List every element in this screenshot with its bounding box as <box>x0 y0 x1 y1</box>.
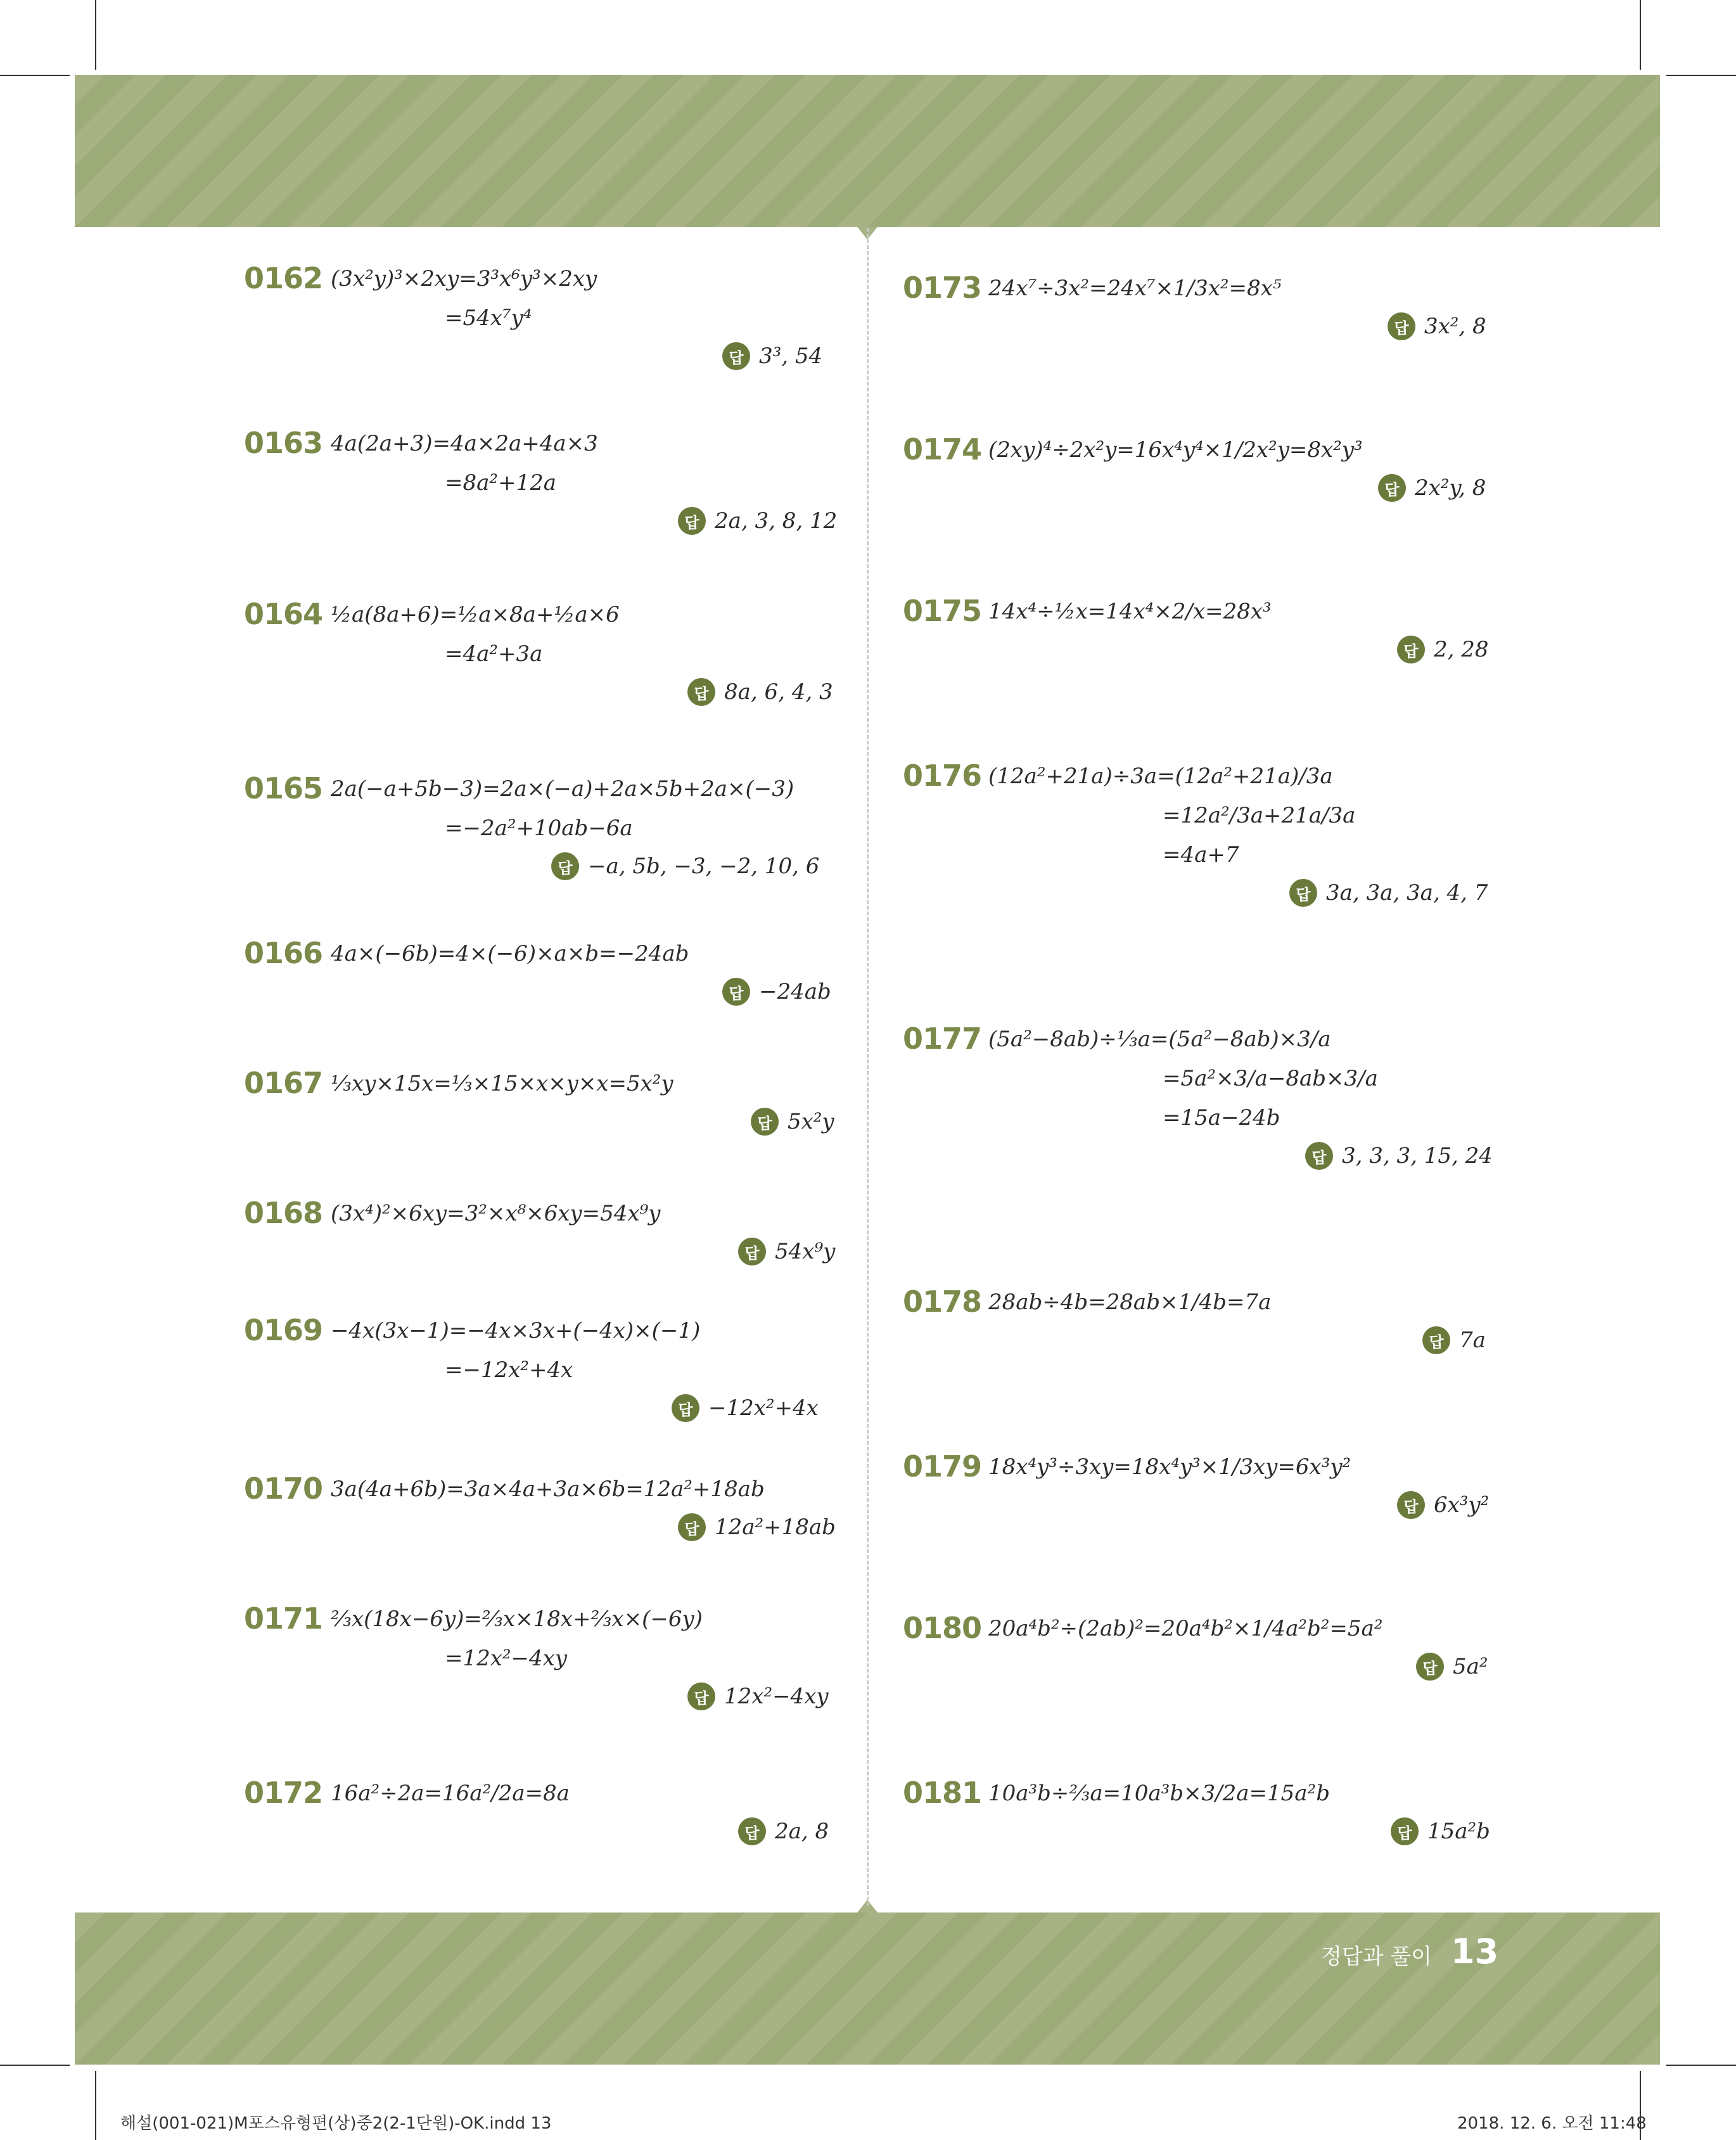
problem-number: 0174 <box>903 432 982 466</box>
answer-badge-icon: 답 <box>551 852 579 880</box>
page-number: 13 <box>1451 1932 1499 1971</box>
answer-badge-icon: 답 <box>722 978 750 1006</box>
crop-mark <box>1666 2065 1736 2066</box>
solution-line: 4a×(−6b)=4×(−6)×a×b=−24ab <box>331 941 689 966</box>
answer-text: 54x⁹y <box>775 1239 836 1264</box>
answer-badge-icon: 답 <box>687 1682 715 1710</box>
solution-line: ½a(8a+6)=½a×8a+½a×6 <box>331 602 620 627</box>
answer-badge-icon: 답 <box>1378 474 1406 502</box>
solution-line: (3x⁴)²×6xy=3²×x⁸×6xy=54x⁹y <box>331 1201 661 1226</box>
answer-text: 3, 3, 3, 15, 24 <box>1342 1143 1493 1169</box>
solution-line: −4x(3x−1)=−4x×3x+(−4x)×(−1) <box>331 1318 701 1343</box>
solution-line: (5a²−8ab)÷⅓a=(5a²−8ab)×3/a <box>988 1027 1331 1052</box>
header-band <box>75 75 1660 227</box>
solution-line: (3x²y)³×2xy=3³x⁶y³×2xy <box>331 266 597 292</box>
answer-text: −12x²+4x <box>708 1395 819 1421</box>
answer-badge-icon: 답 <box>687 678 715 706</box>
answer-badge-icon: 답 <box>1397 1491 1425 1519</box>
answer-text: 12x²−4xy <box>724 1684 829 1709</box>
problem-number: 0173 <box>903 271 982 305</box>
problem-number: 0164 <box>244 597 323 631</box>
crop-mark <box>1666 75 1736 76</box>
solution-line: 20a⁴b²÷(2ab)²=20a⁴b²×1/4a²b²=5a² <box>988 1616 1383 1641</box>
answer <box>1397 1491 1489 1519</box>
problem-number: 0167 <box>244 1066 323 1100</box>
answer-text: 5x²y <box>788 1109 834 1134</box>
crop-mark <box>1640 0 1641 70</box>
answer-badge-icon: 답 <box>1305 1142 1333 1170</box>
solution-line: =4a+7 <box>1163 842 1239 868</box>
answer <box>551 852 819 880</box>
answer-badge-icon: 답 <box>1422 1326 1450 1354</box>
answer <box>1289 879 1488 907</box>
answer-badge-icon: 답 <box>738 1817 766 1845</box>
solution-line: =5a²×3/a−8ab×3/a <box>1163 1066 1378 1091</box>
answer <box>678 1513 836 1541</box>
problem-number: 0170 <box>244 1471 323 1506</box>
answer-badge-icon: 답 <box>678 1513 706 1541</box>
solution-line: =−12x²+4x <box>445 1357 573 1383</box>
solution-line: 16a²÷2a=16a²/2a=8a <box>331 1781 570 1806</box>
problem-number: 0165 <box>244 771 323 805</box>
problem-number: 0162 <box>244 261 323 295</box>
answer-text: 3a, 3a, 3a, 4, 7 <box>1326 880 1488 906</box>
problem-number: 0179 <box>903 1449 982 1483</box>
answer <box>738 1817 829 1845</box>
crop-mark <box>0 2065 70 2066</box>
answer-badge-icon: 답 <box>751 1108 779 1136</box>
solution-line: 4a(2a+3)=4a×2a+4a×3 <box>331 431 598 456</box>
answer-badge-icon: 답 <box>1397 636 1425 663</box>
answer <box>678 507 837 535</box>
solution-line: =54x⁷y⁴ <box>445 305 532 331</box>
solution-line: 24x⁷÷3x²=24x⁷×1/3x²=8x⁵ <box>988 276 1282 301</box>
answer-text: 5a² <box>1453 1654 1488 1679</box>
answer <box>1391 1817 1490 1845</box>
solution-line: =12x²−4xy <box>445 1646 568 1671</box>
problem-number: 0178 <box>903 1285 982 1319</box>
answer-badge-icon: 답 <box>1388 312 1415 340</box>
crop-mark <box>95 0 96 70</box>
problem-number: 0177 <box>903 1022 982 1056</box>
answer-badge-icon: 답 <box>1391 1817 1419 1845</box>
solution-line: ⅓xy×15x=⅓×15×x×y×x=5x²y <box>331 1071 673 1096</box>
solution-line: ⅔x(18x−6y)=⅔x×18x+⅔x×(−6y) <box>331 1606 703 1632</box>
footer-label: 정답과 풀이 <box>1321 1944 1433 1970</box>
solution-line: =4a²+3a <box>445 641 543 667</box>
problem-number: 0169 <box>244 1313 323 1347</box>
answer-badge-icon: 답 <box>678 507 706 535</box>
answer <box>1422 1326 1486 1354</box>
answer <box>672 1394 819 1422</box>
answer-badge-icon: 답 <box>722 342 750 370</box>
slug-filename: 해설(001-021)M포스유형편(상)중2(2-1단원)-OK.indd 13 <box>120 2114 552 2133</box>
answer-text: 12a²+18ab <box>715 1515 836 1540</box>
answer-badge-icon: 답 <box>1416 1653 1444 1681</box>
problem-number: 0180 <box>903 1611 982 1645</box>
answer <box>687 678 833 706</box>
problem-number: 0166 <box>244 936 323 970</box>
problem-number: 0171 <box>244 1601 323 1636</box>
problem-number: 0175 <box>903 594 982 628</box>
solution-line: =8a²+12a <box>445 470 557 496</box>
answer <box>1378 474 1486 502</box>
column-divider <box>867 228 869 1906</box>
answer-text: 3x², 8 <box>1424 314 1486 339</box>
crop-mark <box>95 2071 96 2140</box>
solution-line: (12a²+21a)÷3a=(12a²+21a)/3a <box>988 764 1333 789</box>
slug-timestamp: 2018. 12. 6. 오전 11:48 <box>1457 2114 1647 2133</box>
problem-number: 0163 <box>244 426 323 460</box>
problem-number: 0176 <box>903 759 982 793</box>
answer-text: 6x³y² <box>1434 1492 1490 1518</box>
answer-text: 8a, 6, 4, 3 <box>724 679 833 705</box>
answer-text: −a, 5b, −3, −2, 10, 6 <box>588 854 820 879</box>
answer-badge-icon: 답 <box>1289 879 1317 907</box>
problem-number: 0168 <box>244 1196 323 1230</box>
answer-badge-icon: 답 <box>738 1238 766 1265</box>
solution-line: 14x⁴÷½x=14x⁴×2/x=28x³ <box>988 599 1272 624</box>
answer <box>722 978 831 1006</box>
answer <box>1416 1653 1488 1681</box>
solution-line: 18x⁴y³÷3xy=18x⁴y³×1/3xy=6x³y² <box>988 1454 1351 1480</box>
answer-text: 2a, 3, 8, 12 <box>715 508 838 534</box>
answer <box>1397 636 1489 663</box>
solution-line: 2a(−a+5b−3)=2a×(−a)+2a×5b+2a×(−3) <box>331 776 795 802</box>
footer-band <box>75 1913 1660 2065</box>
answer-text: 7a <box>1459 1328 1486 1353</box>
answer-text: 2a, 8 <box>775 1819 829 1844</box>
answer-text: 3³, 54 <box>759 343 823 369</box>
answer <box>1388 312 1486 340</box>
answer-text: −24ab <box>759 979 831 1004</box>
solution-line: =−2a²+10ab−6a <box>445 816 633 841</box>
answer <box>751 1108 834 1136</box>
solution-line: 10a³b÷⅔a=10a³b×3/2a=15a²b <box>988 1781 1330 1806</box>
answer <box>687 1682 829 1710</box>
crop-mark <box>0 75 70 76</box>
solution-line: 28ab÷4b=28ab×1/4b=7a <box>988 1290 1272 1315</box>
problem-number: 0181 <box>903 1776 982 1810</box>
answer <box>722 342 822 370</box>
solution-line: (2xy)⁴÷2x²y=16x⁴y⁴×1/2x²y=8x²y³ <box>988 437 1363 463</box>
answer-badge-icon: 답 <box>672 1394 699 1422</box>
answer-text: 2, 28 <box>1434 637 1489 662</box>
solution-line: 3a(4a+6b)=3a×4a+3a×6b=12a²+18ab <box>331 1477 765 1502</box>
solution-line: =15a−24b <box>1163 1105 1280 1131</box>
answer-text: 15a²b <box>1427 1819 1490 1844</box>
answer <box>738 1238 835 1265</box>
solution-line: =12a²/3a+21a/3a <box>1163 803 1356 828</box>
answer-text: 2x²y, 8 <box>1415 475 1486 501</box>
answer <box>1305 1142 1493 1170</box>
problem-number: 0172 <box>244 1776 323 1810</box>
